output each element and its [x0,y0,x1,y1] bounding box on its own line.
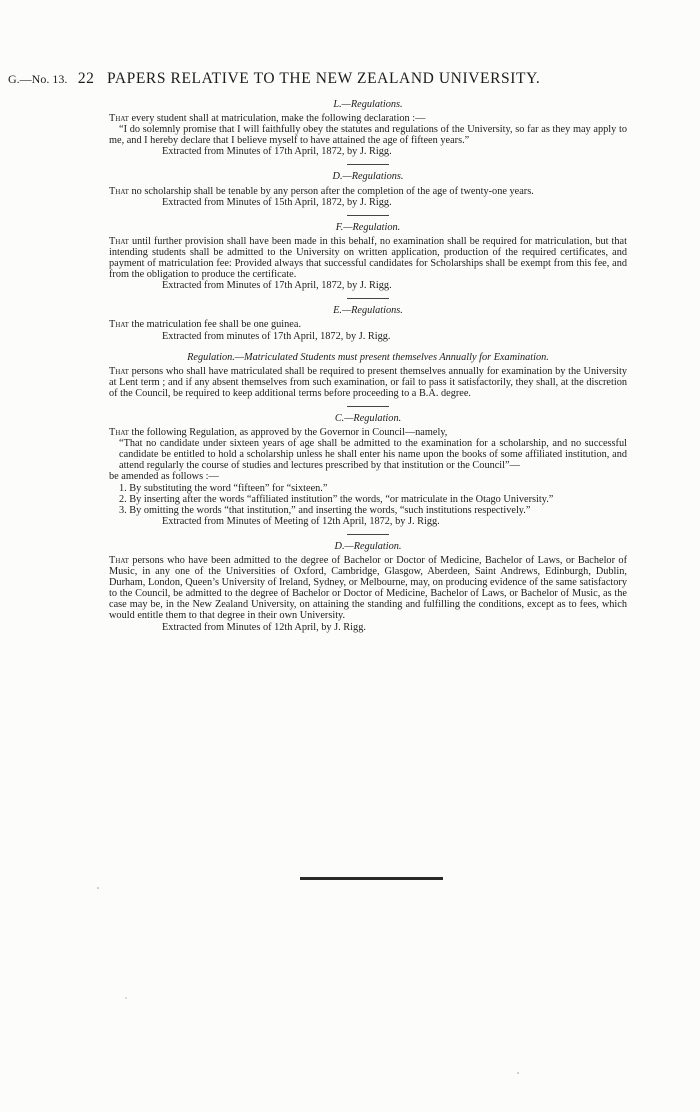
amendment-item: 1. By substituting the word “fifteen” for “sixteen.” [119,482,328,494]
extract-line: Extracted from minutes of 17th April, 1872, by J. Rigg. [162,330,391,342]
paragraph-text: the following Regulation, as approved by the Governor in Council—namely, [128,427,448,439]
section-d-regulation [109,541,627,633]
document-reference: G.—No. 13. [8,72,68,86]
amendment-intro: be amended as follows :— [109,471,219,483]
section-paragraph [109,113,627,124]
section-paragraph [109,186,627,197]
section-divider [347,164,389,165]
section-heading: D.—Regulation. [334,540,402,552]
amendment-item: 2. By inserting after the words “affiliated institution” the words, “or matriculate in the Otago University.” [119,493,554,505]
section-divider [347,298,389,299]
extract-line: Extracted from Minutes of 17th April, 1872, by J. Rigg. [162,146,392,158]
section-l-regulations [109,99,627,157]
page-header [8,70,692,88]
section-divider [347,534,389,535]
section-paragraph [109,236,627,280]
paragraph-text: the matriculation fee shall be one guinea. [128,319,302,331]
that-word: That [109,235,129,247]
section-heading: D.—Regulations. [332,171,404,183]
page-title: PAPERS RELATIVE TO THE NEW ZEALAND UNIVERSITY. [107,70,541,87]
section-paragraph [109,366,627,399]
section-heading: E.—Regulations. [333,305,403,317]
that-word: That [109,427,129,439]
document-body [109,99,627,633]
section-heading: C.—Regulation. [334,412,402,424]
paragraph-text: persons who shall have matriculated shall be required to present themselves annually for examination by the University at Lent term ; and if any absent themselves from such examination, or fail to pass it satisfactorily, they shall, at the discretion of the Council, be required to keep additional terms before proceeding to a B.A. degree. [109,365,627,399]
paragraph-text: persons who have been admitted to the degree of Bachelor or Doctor of Medicine, Bachelor of Laws, or Bachelor of Music, in any one of the Universities of Oxford, Cambridge, Glasgow, Aberdeen, Saint Andrews, Edinburgh, Dublin, Durham, London, Queen’s University of Ireland, Sydney, or Melbourne, may, on producing evidence of the same satisfactory to the Council, be admitted to the degree of Bachelor or Doctor of Medicine, Bachelor of Laws, or Bachelor of Music, as the case may be, in the New Zealand University, on attaining the standing and fulfilling the conditions, except as to fees, which would entitle them to that degree in their own University. [109,555,627,622]
section-c-regulation [109,413,627,527]
extract-line: Extracted from Minutes of 17th April, 1872, by J. Rigg. [162,280,392,292]
regulation-title: Regulation.—Matriculated Students must present themselves Annually for Examination. [187,351,549,363]
page-number: 22 [77,70,95,87]
that-word: That [109,185,129,197]
paragraph-text: every student shall at matriculation, make the following declaration :— [128,113,426,125]
end-rule [300,877,443,880]
section-d-regulations [109,171,627,207]
section-heading: F.—Regulation. [335,221,401,233]
section-divider [347,406,389,407]
section-f-regulation [109,222,627,292]
extract-line: Extracted from Minutes of 15th April, 1872, by J. Rigg. [162,196,392,208]
that-word: That [109,113,129,125]
section-paragraph [109,427,627,438]
that-word: That [109,319,129,331]
quoted-regulation: “That no candidate under sixteen years of age shall be admitted to the examination for a scholarship, and no successful candidate be entitled to hold a scholarship unless he shall enter his name upon the books of some affiliated institution, and attend regularly the course of studies and lectures prescribed by that institution or the Council”— [119,438,627,472]
paragraph-text: no scholarship shall be tenable by any person after the completion of the age of twenty-one years. [128,185,534,197]
extract-line: Extracted from Minutes of Meeting of 12th April, 1872, by J. Rigg. [162,515,440,527]
section-e-regulations [109,305,627,341]
section-paragraph [109,319,627,330]
section-divider [347,215,389,216]
section-matriculated-students [109,352,627,399]
section-paragraph [109,555,627,622]
declaration-text: “I do solemnly promise that I will faithfully obey the statutes and regulations of the University, so far as they may apply to me, and I hereby declare that I believe myself to have attained the age of fifteen years.” [109,124,627,147]
amendment-item: 3. By omitting the words “that institution,” and inserting the words, “such institutions respectively.” [119,504,531,516]
paragraph-text: until further provision shall have been made in this behalf, no examination shall be required for matriculation, but that intending students shall be admitted to the University on written application, production of the required certificates, and payment of matriculation fee: Provided always that successful candidates for Scholarships shall be exempt from this fee, and from the obligation to produce the certificate. [109,235,627,281]
extract-line: Extracted from Minutes of 12th April, by J. Rigg. [162,621,366,633]
that-word: That [109,365,129,377]
section-heading: L.—Regulations. [333,99,403,110]
that-word: That [109,555,129,566]
